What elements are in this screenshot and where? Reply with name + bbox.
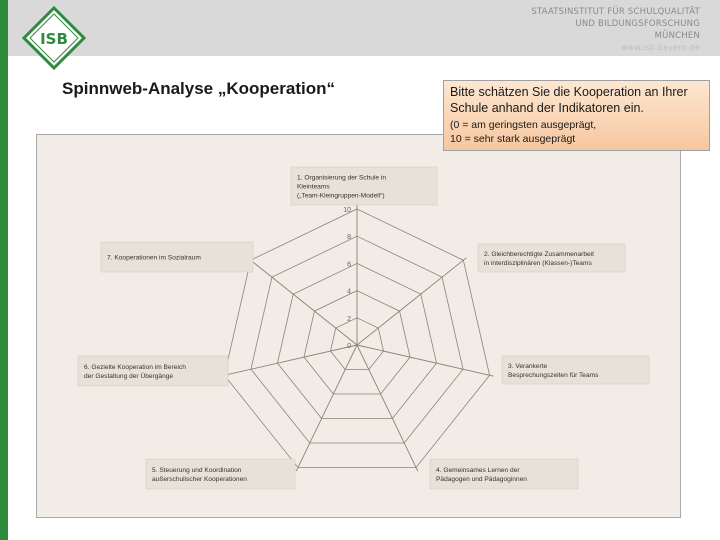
axis-label-box-5: [146, 459, 295, 489]
tick-label-8: 8: [347, 234, 351, 242]
axis-label-3-line-2: Besprechungszeiten für Teams: [508, 372, 599, 379]
axis-spoke-7: [248, 258, 358, 345]
axis-label-box-3: [502, 356, 649, 384]
axis-label-6-line-2: der Gestaltung der Übergänge: [84, 373, 174, 380]
axis-label-5-line-2: außerschulischer Kooperationen: [152, 476, 247, 483]
axis-spoke-5: [296, 345, 357, 471]
instruction-text: Bitte schätzen Sie die Kooperation an Ihrer Schule anhand der Indikatoren ein.: [450, 85, 688, 115]
axis-spoke-4: [357, 345, 418, 471]
axis-label-4-line-2: Pädagogen und Pädagoginnen: [436, 476, 527, 483]
tick-label-6: 6: [347, 261, 351, 269]
axis-label-1-line-1: 1. Organisierung der Schule in: [297, 174, 387, 182]
axis-label-1-line-3: („Team-Kleingruppen-Modell“): [297, 192, 385, 200]
axis-label-3-line-1: 3. Verankerte: [508, 363, 548, 370]
tick-label-10: 10: [343, 207, 351, 214]
institute-line-1: STAATSINSTITUT FÜR SCHULQUALITÄT: [531, 7, 700, 17]
axis-label-5-line-1: 5. Steuerung und Koordination: [152, 467, 242, 474]
scale-note-line-1: (0 = am geringsten ausgeprägt,: [450, 119, 597, 131]
tick-label-0: 0: [347, 343, 351, 350]
axis-label-4-line-1: 4. Gemeinsames Lernen der: [436, 467, 520, 474]
axis-spoke-3: [357, 345, 494, 376]
scale-note-line-2: 10 = sehr stark ausgeprägt: [450, 132, 576, 145]
axis-label-6-line-1: 6. Gezielte Kooperation im Bereich: [84, 364, 186, 371]
institute-line-3: MÜNCHEN: [654, 31, 700, 41]
page-title: Spinnweb-Analyse „Kooperation“: [62, 79, 335, 98]
tick-label-2: 2: [347, 315, 351, 323]
axis-label-box-2: [478, 244, 625, 272]
logo-text: ISB: [40, 30, 68, 48]
institute-website: www.isb.bayern.de: [620, 43, 700, 52]
axis-spoke-2: [357, 258, 467, 345]
axis-label-2-line-1: 2. Gleichberechtigte Zusammenarbeit: [484, 251, 594, 258]
axis-label-box-4: [430, 459, 578, 489]
axis-label-7-line-1: 7. Kooperationen im Sozialraum: [107, 254, 201, 262]
axis-label-2-line-2: in interdisziplinären (Klassen-)Teams: [484, 260, 592, 267]
axis-spoke-6: [220, 345, 357, 376]
tick-label-4: 4: [347, 288, 351, 296]
axis-label-1-line-2: Kleinteams: [297, 183, 330, 191]
institute-line-2: UND BILDUNGSFORSCHUNG: [575, 19, 700, 29]
axis-label-box-6: [78, 356, 228, 386]
